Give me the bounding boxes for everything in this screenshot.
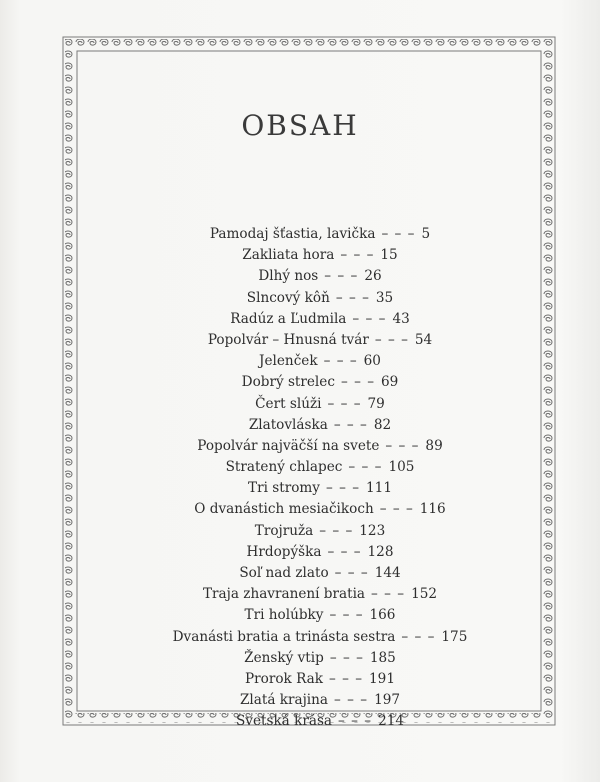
toc-entry [0,478,600,499]
toc-entry-separator: – – – [401,628,436,645]
toc-entry-separator: – – – [325,480,361,497]
toc-entry-separator: – – – [348,459,383,476]
toc-entry-page: 5 [421,226,431,242]
toc-entry-separator: – – – [334,692,369,709]
toc-entry-separator: – – – [374,331,409,348]
toc-entry-page: 128 [367,543,394,560]
toc-entry-title: Traja zhavranení bratia [202,586,366,603]
toc-entry-page: 214 [378,713,405,730]
toc-entry-title: Ženský vtip [244,649,324,666]
toc-entry-title: O dvanástich mesiačikoch [194,501,374,518]
toc-entry-separator: – – – [329,649,364,666]
table-of-contents [0,224,600,733]
toc-entry-page: 60 [363,353,381,370]
toc-entry [0,499,600,520]
toc-entry [0,436,600,457]
toc-entry-separator: – – – [340,247,375,264]
toc-entry-separator: – – – [385,437,420,454]
page-title: OBSAH [241,108,359,142]
toc-entry-separator: – – – [379,501,414,518]
toc-entry-page: 123 [359,522,386,539]
toc-entry-page: 116 [419,501,446,518]
toc-entry-title: Zlatá krajina [239,692,329,709]
toc-entry-title: Pamodaj šťastia, lavička [209,226,376,242]
toc-entry-separator: – – – [335,289,370,306]
toc-entry-separator: – – – [327,543,362,560]
toc-entry-title: Dobrý strelec [241,374,335,391]
toc-entry-page: 43 [392,310,410,327]
toc-entry-page: 191 [369,670,395,687]
toc-entry-title: Dvanásti bratia a trinásta sestra [172,628,396,645]
toc-entry-separator: – – – [329,607,364,624]
toc-entry [0,521,600,542]
toc-entry-title: Radúz a Ľudmila [230,310,347,327]
toc-entry [0,224,600,245]
toc-entry [0,309,600,330]
toc-entry-title: Tri holúbky [244,607,324,624]
toc-entry [0,627,600,648]
toc-entry-page: 26 [364,268,382,285]
toc-entry-separator: – – – [327,395,362,412]
toc-entry [0,415,600,436]
toc-entry-separator: – – – [333,416,368,433]
toc-entry-separator: – – – [371,586,406,603]
toc-entry [0,584,600,605]
toc-entry [0,711,600,732]
toc-entry-page: 144 [374,565,401,581]
toc-entry-page: 152 [411,586,438,603]
toc-entry [0,288,600,309]
toc-entry-page: 69 [381,374,399,391]
toc-entry-separator: – – – [319,522,354,539]
toc-entry-separator: – – – [324,268,359,285]
toc-entry-page: 197 [374,692,401,709]
toc-entry [0,457,600,478]
toc-entry [0,351,600,372]
toc-entry-title: Trojruža [254,522,314,539]
toc-entry-title: Zlatovláska [248,416,328,433]
toc-entry-separator: – – – [323,353,358,370]
toc-entry [0,372,600,393]
toc-entry-page: 54 [414,331,433,348]
toc-entry-title: Hrdopýška [246,543,322,560]
toc-entry-page: 89 [425,437,443,454]
toc-entry-page: 111 [366,480,392,497]
toc-entry [0,669,600,690]
toc-entry [0,605,600,626]
toc-entry [0,330,600,351]
toc-entry-page: 82 [373,416,392,433]
toc-entry [0,563,600,584]
toc-entry [0,690,600,711]
toc-entry-separator: – – – [381,226,416,242]
toc-entry [0,245,600,266]
toc-entry [0,542,600,563]
toc-entry-title: Prorok Rak [245,670,323,687]
toc-entry-title: Stratený chlapec [225,459,343,476]
toc-entry-title: Popolvár – Hnusná tvár [207,331,369,348]
toc-entry-title: Svetská krása [235,713,333,730]
toc-entry [0,648,600,669]
toc-entry-title: Dlhý nos [258,268,319,285]
toc-entry-title: Slncový kôň [246,289,330,306]
toc-entry-separator: – – – [340,374,375,391]
toc-entry-page: 105 [388,459,415,476]
toc-entry-title: Zakliata hora [242,247,335,264]
toc-entry-page: 35 [375,289,394,306]
toc-entry-page: 166 [369,607,396,624]
toc-entry-page: 79 [367,395,385,412]
toc-entry-separator: – – – [334,565,369,581]
toc-entry [0,266,600,287]
toc-entry-page: 185 [369,649,396,666]
toc-entry-page: 175 [441,628,468,645]
toc-entry-separator: – – – [338,713,373,730]
toc-entry [0,394,600,415]
toc-entry-page: 15 [380,247,398,264]
toc-entry-title: Soľ nad zlato [239,565,329,581]
toc-entry-separator: – – – [352,310,387,327]
toc-entry-title: Tri stromy [248,480,320,497]
toc-entry-title: Jelenček [259,353,318,370]
toc-entry-separator: – – – [328,670,364,687]
toc-entry-title: Popolvár najväčší na svete [197,437,380,454]
toc-entry-title: Čert slúži [255,395,322,412]
